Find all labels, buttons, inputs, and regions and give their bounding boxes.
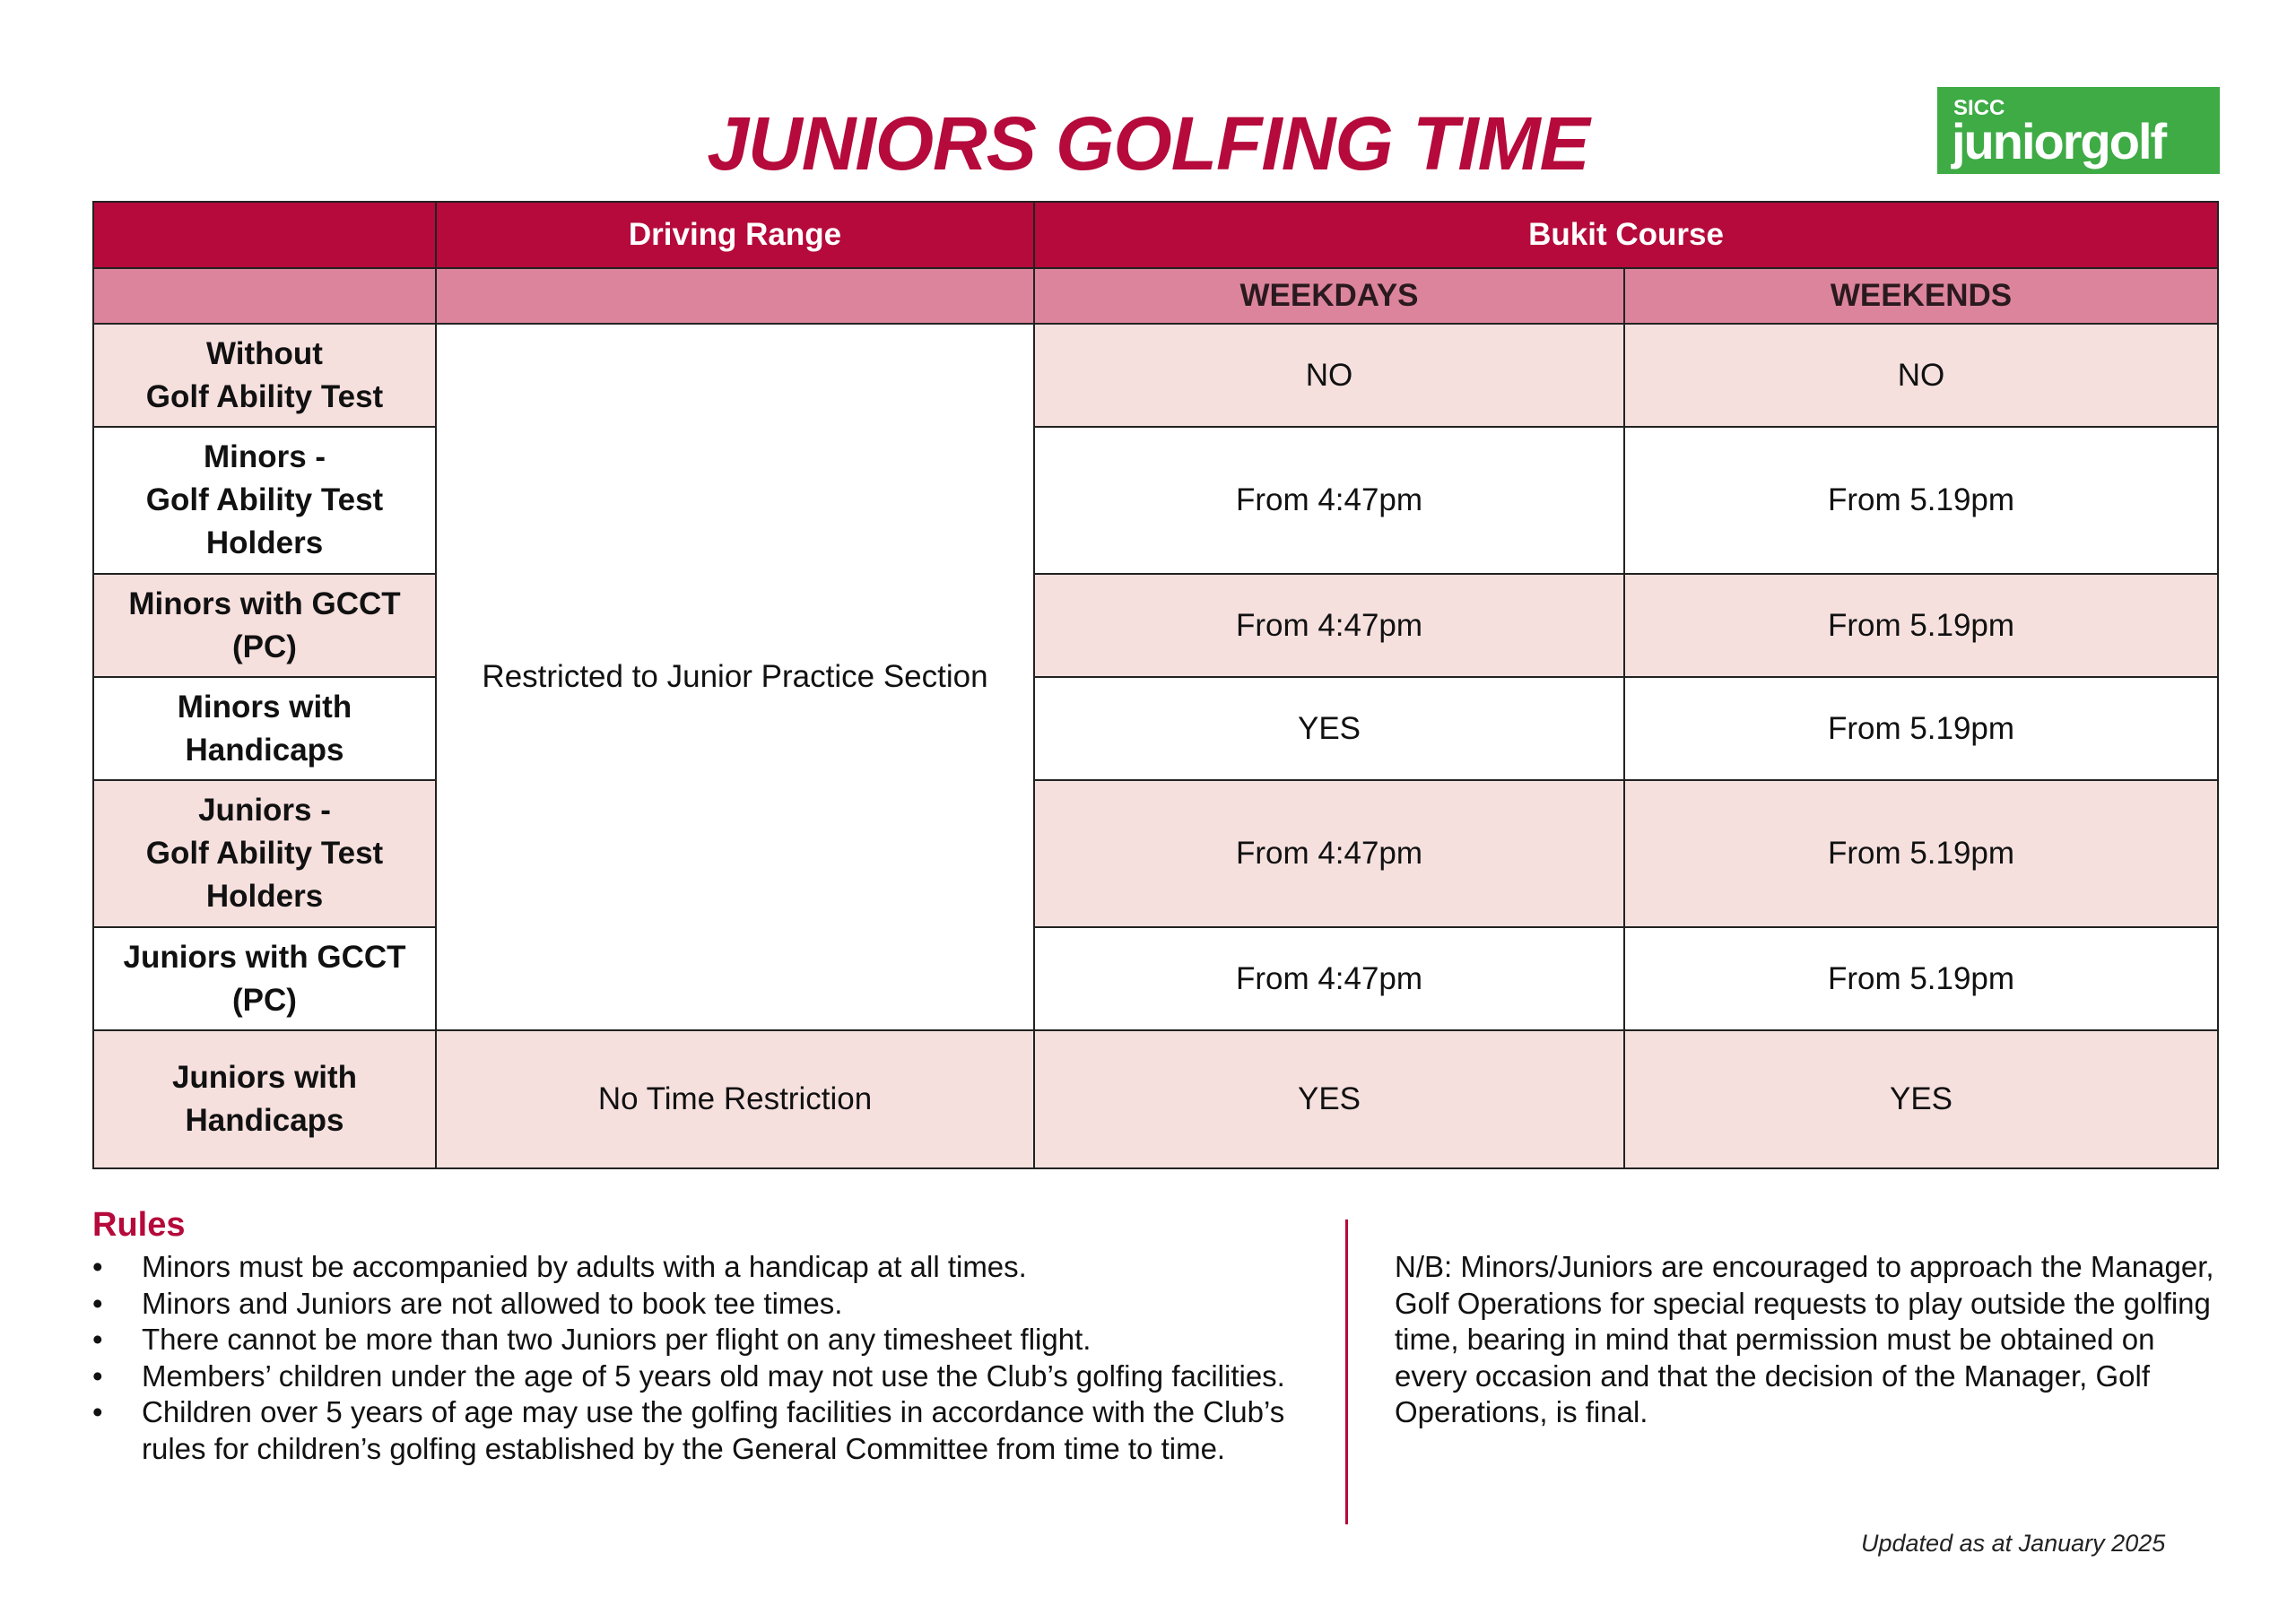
updated-date: Updated as at January 2025: [1861, 1530, 2166, 1557]
page-title: JUNIORS GOLFING TIME: [707, 101, 1589, 186]
row-category-line: Juniors with: [171, 1060, 358, 1095]
row-category-line: Holders: [205, 879, 324, 914]
weekends-cell: NO: [1624, 324, 2218, 427]
row-category: [93, 427, 436, 574]
sicc-junior-golf-logo: [1937, 87, 2220, 174]
bullet-icon: •: [92, 1286, 103, 1320]
bullet-icon: •: [92, 1250, 103, 1283]
weekends-cell: From 5.19pm: [1624, 427, 2218, 574]
weekdays-cell: From 4:47pm: [1034, 574, 1624, 677]
subheader-weekdays: WEEKDAYS: [1034, 268, 1624, 324]
weekends-cell: From 5.19pm: [1624, 927, 2218, 1030]
rule-text: Minors and Juniors are not allowed to book tee times.: [142, 1286, 843, 1320]
table-row: [93, 1030, 2218, 1168]
vertical-divider: [1345, 1219, 1348, 1524]
driving-range-restricted: Restricted to Junior Practice Section: [436, 324, 1034, 1030]
logo-wordmark: juniorgolf: [1952, 113, 2166, 169]
row-category: [93, 927, 436, 1030]
weekdays-cell: From 4:47pm: [1034, 427, 1624, 574]
weekends-cell: From 5.19pm: [1624, 574, 2218, 677]
driving-range-unrestricted: No Time Restriction: [436, 1030, 1034, 1168]
row-category: [93, 574, 436, 677]
logo-brand: SICC: [1953, 96, 2005, 120]
table-row: [93, 324, 2218, 427]
rule-text: Children over 5 years of age may use the golfing facilities in accordance with the Club’s rules for children’s golfing established by the General Committee from time to time.: [142, 1395, 1285, 1465]
table-row: [93, 927, 2218, 1030]
table-row: [93, 574, 2218, 677]
row-category-line: Handicaps: [185, 1103, 344, 1138]
weekends-cell: YES: [1624, 1030, 2218, 1168]
rules-list: [92, 1249, 1321, 1467]
weekdays-cell: NO: [1034, 324, 1624, 427]
row-category-line: Holders: [205, 525, 324, 560]
table-subheader-row: [93, 268, 2218, 324]
row-category: [93, 1030, 436, 1168]
rule-item: [92, 1286, 1321, 1323]
weekends-cell: From 5.19pm: [1624, 677, 2218, 780]
rules-heading: Rules: [92, 1206, 186, 1244]
row-category-line: (PC): [232, 982, 297, 1018]
row-category-line: Golf Ability Test: [145, 378, 384, 414]
row-category-line: Juniors with GCCT: [123, 939, 406, 975]
subheader-blank-cell: [93, 268, 436, 324]
weekdays-cell: YES: [1034, 677, 1624, 780]
table-row: [93, 677, 2218, 780]
subheader-weekends: WEEKENDS: [1624, 268, 2218, 324]
header-blank-cell: [93, 202, 436, 268]
row-category: [93, 324, 436, 427]
rule-item: [92, 1394, 1321, 1467]
row-category: [93, 677, 436, 780]
rule-item: [92, 1249, 1321, 1286]
row-category: [93, 780, 436, 927]
bullet-icon: •: [92, 1323, 103, 1356]
bullet-icon: •: [92, 1358, 103, 1393]
rule-item: [92, 1322, 1321, 1358]
weekdays-cell: YES: [1034, 1030, 1624, 1168]
row-category-line: Minors with GCCT: [128, 586, 401, 621]
table-header-row: [93, 202, 2218, 268]
row-category-line: (PC): [232, 629, 297, 664]
subheader-blank-cell: [436, 268, 1034, 324]
golfing-time-table: [92, 201, 2219, 1169]
row-category-line: Without: [206, 335, 323, 371]
note-text: N/B: Minors/Juniors are encouraged to approach the Manager, Golf Operations for special requests to play outside the golfing time, bearing in mind that permission must be obtained on every occasion and that the decision of the Manager, Golf Operations, is final.: [1395, 1250, 2214, 1428]
row-category-line: Juniors -: [198, 793, 331, 828]
row-category-line: Minors with: [177, 689, 352, 725]
bullet-icon: •: [92, 1395, 103, 1428]
row-category-line: Minors -: [203, 439, 326, 474]
row-category-line: Handicaps: [185, 732, 344, 768]
weekdays-cell: From 4:47pm: [1034, 927, 1624, 1030]
header-driving-range: Driving Range: [436, 202, 1034, 268]
rule-text: Members’ children under the age of 5 years old may not use the Club’s golfing facilities.: [142, 1358, 1285, 1393]
table-row: [93, 780, 2218, 927]
weekends-cell: From 5.19pm: [1624, 780, 2218, 927]
row-category-line: Golf Ability Test: [145, 836, 384, 871]
row-category-line: Golf Ability Test: [145, 482, 384, 517]
header-bukit-course: Bukit Course: [1034, 202, 2218, 268]
weekdays-cell: From 4:47pm: [1034, 780, 1624, 927]
rule-text: Minors must be accompanied by adults with a handicap at all times.: [142, 1250, 1027, 1283]
rule-item: [92, 1358, 1321, 1395]
table-row: [93, 427, 2218, 574]
rule-text: There cannot be more than two Juniors per flight on any timesheet flight.: [142, 1323, 1091, 1356]
